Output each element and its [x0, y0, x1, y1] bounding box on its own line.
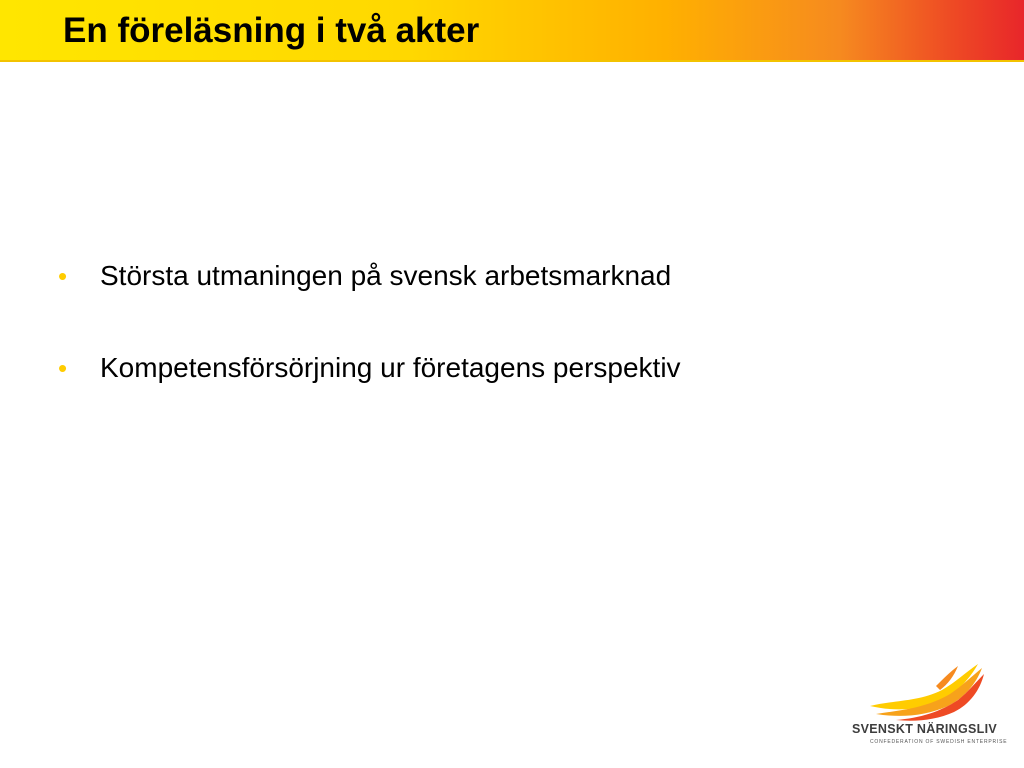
list-item [58, 254, 681, 298]
title-bar [0, 0, 1024, 62]
logo-name: SVENSKT NÄRINGSLIV [852, 722, 997, 736]
slide-title: En föreläsning i två akter [63, 11, 480, 50]
bullet-text: Kompetensförsörjning ur företagens perspektiv [100, 352, 681, 383]
bullet-icon: • [58, 353, 68, 383]
wing-logo-icon [866, 662, 986, 724]
logo-tagline: CONFEDERATION OF SWEDISH ENTERPRISE [870, 739, 1008, 745]
svenskt-naringsliv-logo [848, 662, 1008, 748]
list-item [58, 346, 681, 390]
bullet-icon: • [58, 261, 68, 291]
bullet-text: Största utmaningen på svensk arbetsmarknad [100, 260, 672, 291]
bullet-list [58, 254, 681, 438]
